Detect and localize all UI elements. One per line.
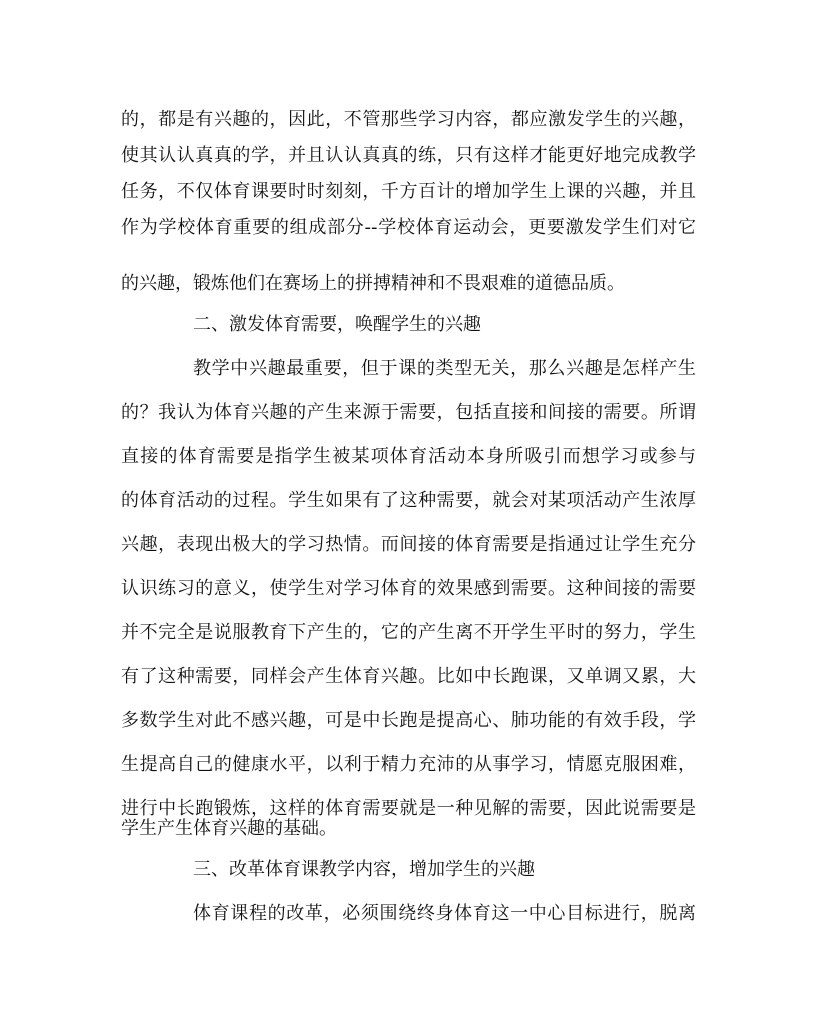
text-line: 任务，不仅体育课要时时刻刻，千方百计的增加学生上课的兴趣，并且 (121, 181, 696, 202)
text-line: 并不完全是说服教育下产生的，它的产生离不开学生平时的努力，学生 (121, 622, 696, 643)
text-line: 体育课程的改革，必须围绕终身体育这一中心目标进行，脱离 (193, 903, 696, 924)
text-line: 直接的体育需要是指学生被某项体育活动本身所吸引而想学习或参与 (121, 446, 696, 467)
section-heading: 三、改革体育课教学内容，增加学生的兴趣 (193, 859, 535, 880)
text-line: 的兴趣，锻炼他们在赛场上的拼搏精神和不畏艰难的道德品质。 (121, 273, 625, 294)
text-line: 认识练习的意义，使学生对学习体育的效果感到需要。这种间接的需要 (121, 578, 696, 599)
text-line: 作为学校体育重要的组成部分--学校体育运动会，更要激发学生们对它 (121, 217, 696, 238)
text-line: 有了这种需要，同样会产生体育兴趣。比如中长跑课，又单调又累，大 (121, 666, 696, 687)
text-line: 的？我认为体育兴趣的产生来源于需要，包括直接和间接的需要。所谓 (121, 402, 696, 423)
text-line: 生提高自己的健康水平，以利于精力充沛的从事学习，情愿克服困难， (121, 754, 696, 775)
text-line: 的体育活动的过程。学生如果有了这种需要，就会对某项活动产生浓厚 (121, 490, 696, 511)
text-line: 的，都是有兴趣的，因此，不管那些学习内容，都应激发学生的兴趣， (121, 109, 696, 130)
text-line: 教学中兴趣最重要，但于课的类型无关，那么兴趣是怎样产生 (193, 358, 696, 379)
text-line: 使其认认真真的学，并且认认真真的练，只有这样才能更好地完成教学 (121, 145, 696, 166)
text-line: 进行中长跑锻炼，这样的体育需要就是一种见解的需要，因此说需要是 (121, 798, 696, 819)
text-line: 学生产生体育兴趣的基础。 (121, 818, 337, 839)
section-heading: 二、激发体育需要，唤醒学生的兴趣 (193, 314, 481, 335)
text-line: 兴趣，表现出极大的学习热情。而间接的体育需要是指通过让学生充分 (121, 534, 696, 555)
text-line: 多数学生对此不感兴趣，可是中长跑是提高心、肺功能的有效手段，学 (121, 710, 696, 731)
